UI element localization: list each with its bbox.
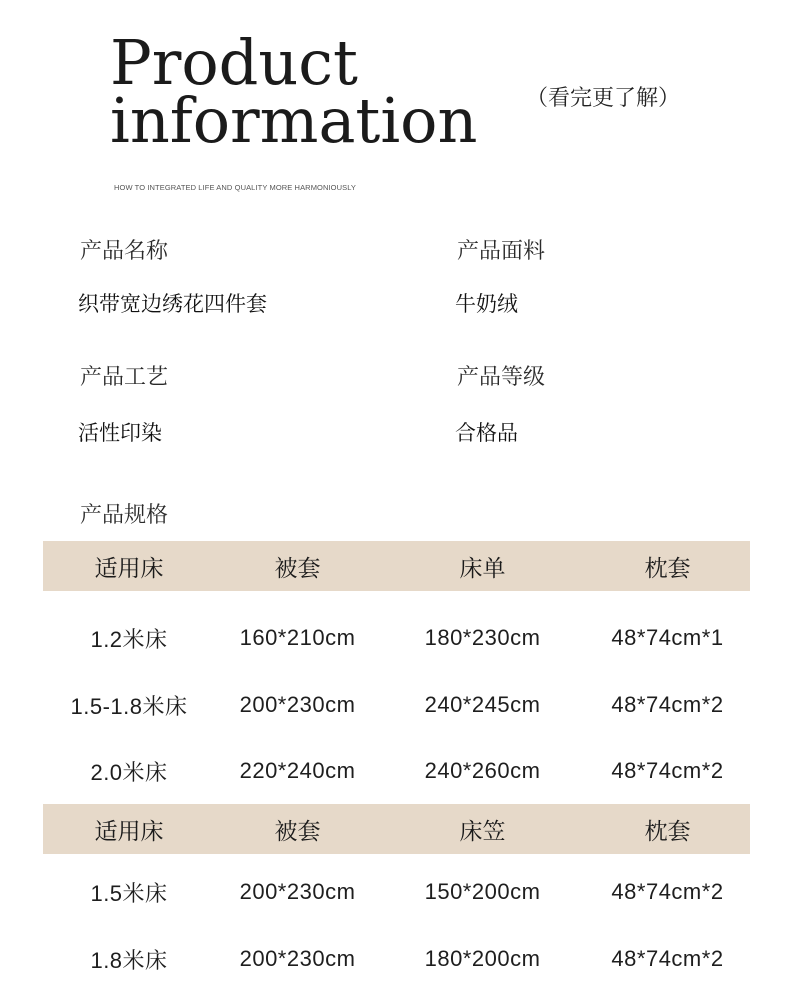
table-row: [43, 618, 750, 658]
table-row: [43, 872, 750, 912]
header-cell-pillowcase: 枕套: [644, 818, 691, 845]
header-cell-fitted-sheet: 床笠: [459, 818, 506, 845]
product-spec-label: 产品规格: [80, 503, 169, 528]
heading-line-information: information: [110, 84, 478, 157]
tagline: HOW TO INTEGRATED LIFE AND QUALITY MORE HARMONIOUSLY: [114, 183, 357, 192]
table-cell: 1.5米床: [90, 880, 168, 906]
table-cell: 220*240cm: [239, 758, 356, 783]
product-craft-label: 产品工艺: [80, 365, 169, 390]
table-cell: 1.2米床: [90, 626, 168, 652]
product-name-value: 织带宽边绣花四件套: [78, 292, 267, 316]
table-cell: 1.5-1.8米床: [70, 693, 188, 719]
table-cell: 200*230cm: [239, 946, 356, 971]
table-row: [43, 685, 750, 725]
table-cell: 150*200cm: [424, 879, 541, 904]
table-cell: 2.0米床: [90, 759, 168, 785]
read-more-note: （看完更了解）: [526, 86, 681, 111]
product-grade-value: 合格品: [455, 421, 518, 445]
product-grade-label: 产品等级: [457, 365, 546, 390]
product-fabric-value: 牛奶绒: [455, 292, 518, 316]
header-cell-pillowcase: 枕套: [644, 555, 691, 582]
table-row: [43, 939, 750, 979]
table-cell: 48*74cm*2: [611, 758, 724, 783]
table-cell: 48*74cm*2: [611, 946, 724, 971]
spec-table-1-header: [43, 541, 750, 591]
table-cell: 240*245cm: [424, 692, 541, 717]
table-cell: 48*74cm*2: [611, 879, 724, 904]
table-row: [43, 751, 750, 791]
table-cell: 240*260cm: [424, 758, 541, 783]
product-information-heading: [110, 26, 478, 157]
product-name-label: 产品名称: [80, 239, 169, 264]
table-cell: 160*210cm: [239, 625, 356, 650]
table-cell: 200*230cm: [239, 879, 356, 904]
header-cell-bed: 适用床: [94, 555, 164, 582]
table-cell: 180*230cm: [424, 625, 541, 650]
table-cell: 200*230cm: [239, 692, 356, 717]
heading-line-product: Product: [110, 26, 358, 99]
product-craft-value: 活性印染: [78, 421, 162, 445]
table-cell: 48*74cm*2: [611, 692, 724, 717]
header-cell-sheet: 床单: [459, 555, 506, 582]
spec-table-2-header: [43, 804, 750, 854]
product-fabric-label: 产品面料: [457, 239, 546, 264]
table-cell: 48*74cm*1: [611, 625, 724, 650]
header-cell-bed: 适用床: [94, 818, 164, 845]
table-cell: 1.8米床: [90, 947, 168, 973]
header-cell-duvet-cover: 被套: [274, 818, 321, 845]
table-cell: 180*200cm: [424, 946, 541, 971]
header-cell-duvet-cover: 被套: [274, 555, 321, 582]
